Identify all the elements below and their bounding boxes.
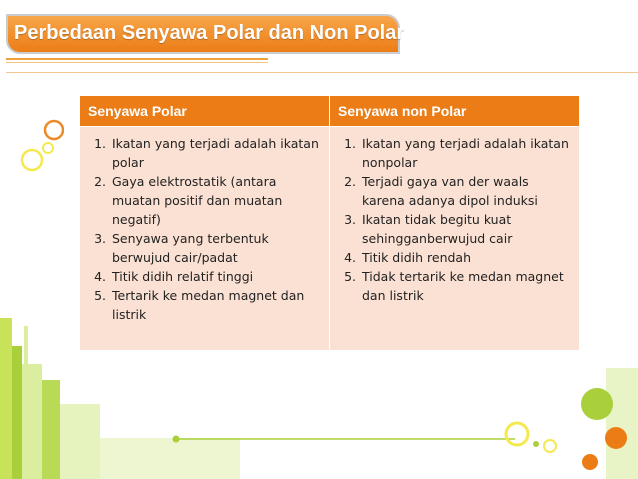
cell-nonpolar [330,127,580,351]
decor-circle [544,440,556,452]
list-item: 4. Titik didih relatif tinggi [110,267,323,286]
list-item: 4. Titik didih rendah [360,248,573,267]
list-item: 1. Ikatan yang terjadi adalah ikatan polar [110,134,323,172]
slide-title: Perbedaan Senyawa Polar dan Non Polar [14,22,405,44]
decor-circle [605,427,627,449]
title-underline [6,58,268,60]
list-item: 3. Ikatan tidak begitu kuat sehingganberwujud cair [360,210,573,248]
comparison-table [79,95,580,351]
header-polar: Senyawa Polar [80,96,330,127]
decor-bottom-line [170,432,520,446]
decor-circle [582,454,598,470]
decor-circle [506,423,528,445]
list-item: 2. Gaya elektrostatik (antara muatan positif dan muatan negatif) [110,172,323,229]
decor-node [173,436,180,443]
decor-bar [42,380,60,479]
decor-circle [22,150,42,170]
decor-bar [24,326,28,366]
decor-circle [45,121,63,139]
list-item: 5. Tertarik ke medan magnet dan listrik [110,286,323,324]
decor-circles-right [498,368,638,479]
decor-circle [533,441,539,447]
nonpolar-list [336,134,573,305]
table-row [80,127,580,351]
polar-list [86,134,323,324]
decor-bar [0,318,12,479]
decor-bar [60,404,100,479]
title-underline-thin [6,62,268,63]
decor-bar [606,368,638,479]
decor-circle [581,388,613,420]
cell-polar [80,127,330,351]
list-item: 2. Terjadi gaya van der waals karena adanya dipol induksi [360,172,573,210]
header-nonpolar: Senyawa non Polar [330,96,580,127]
title-divider [6,72,638,73]
list-item: 5. Tidak tertarik ke medan magnet dan listrik [360,267,573,305]
list-item: 1. Ikatan yang terjadi adalah ikatan nonpolar [360,134,573,172]
list-item: 3. Senyawa yang terbentuk berwujud cair/padat [110,229,323,267]
table-header-row [80,96,580,127]
decor-circle [43,143,53,153]
decor-circles-left [12,118,64,180]
decor-bar [12,346,22,479]
decor-bar [22,364,42,479]
